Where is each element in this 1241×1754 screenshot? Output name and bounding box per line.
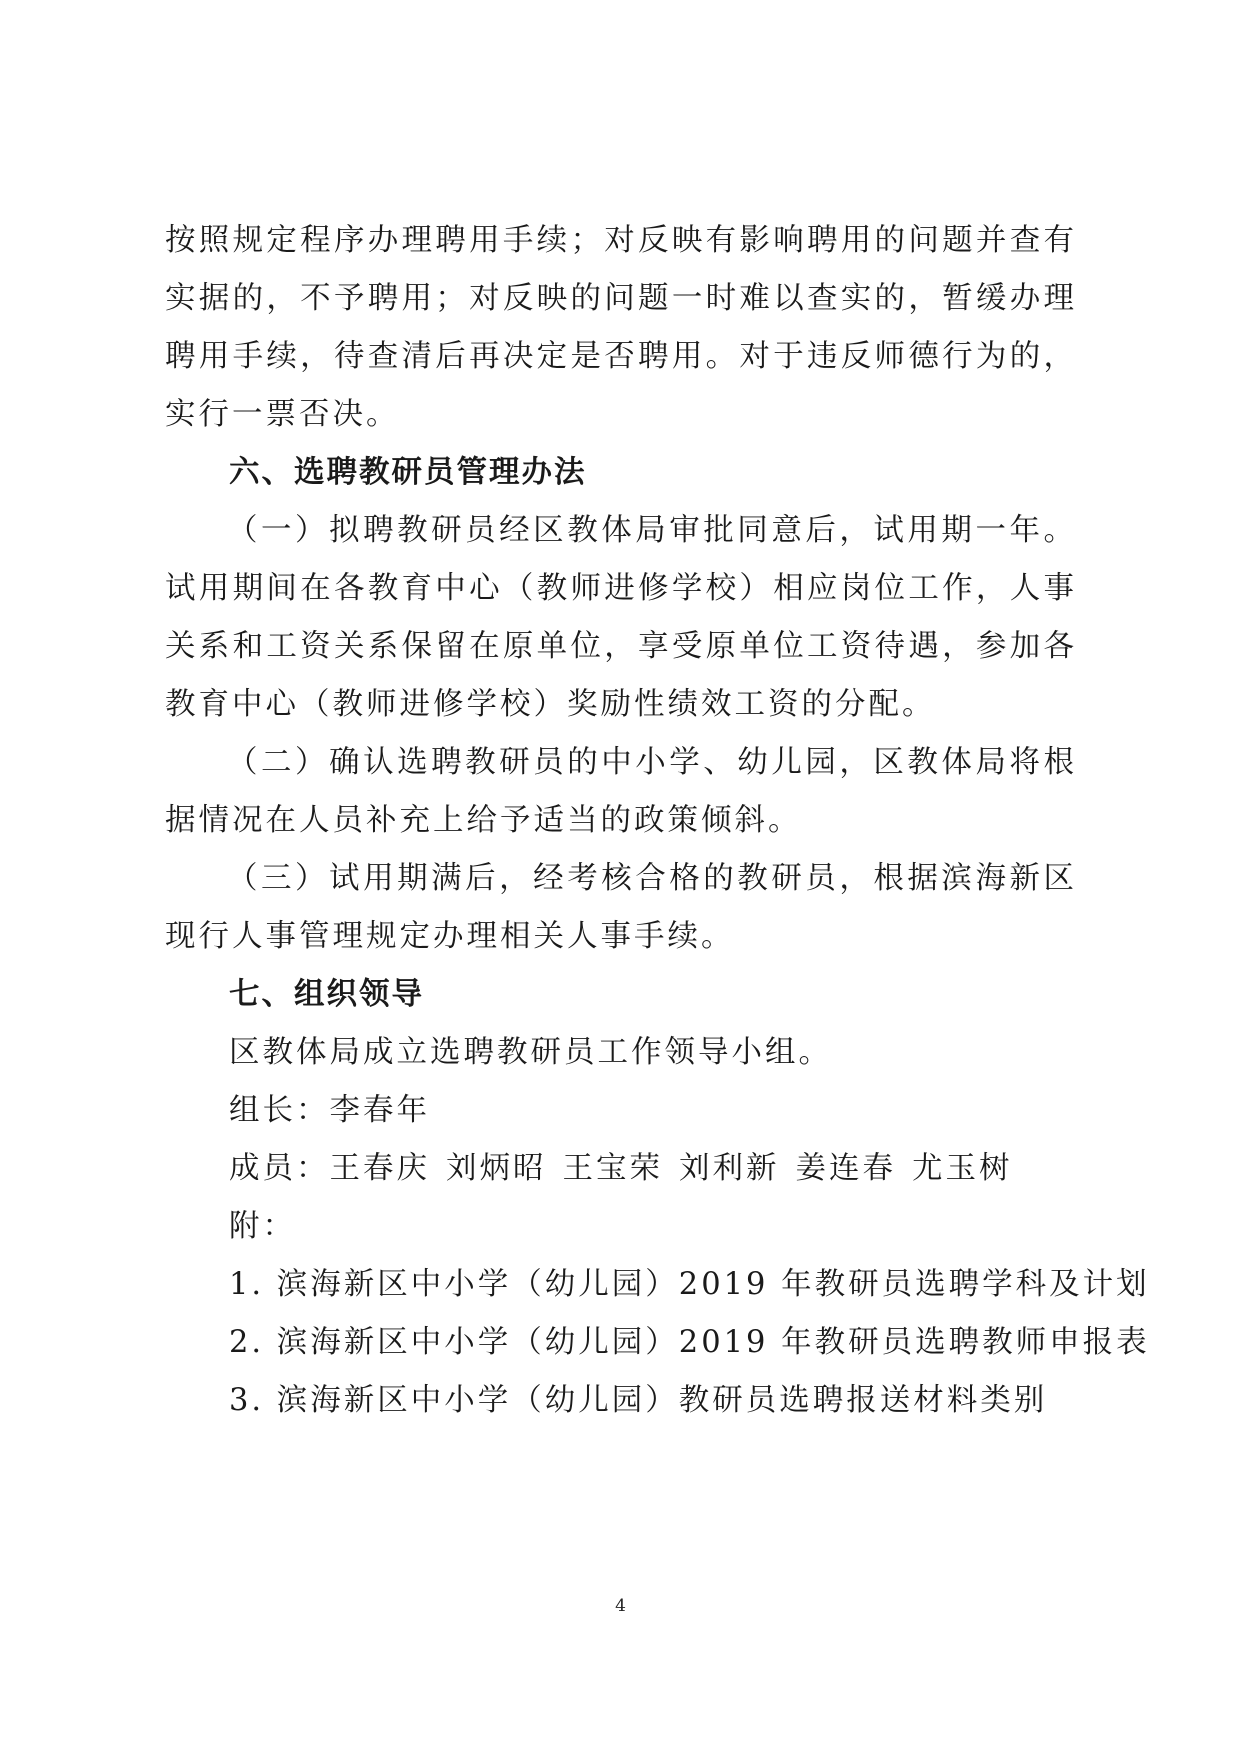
- member-name: 姜连春: [795, 1151, 896, 1186]
- section-6-item-2: （二）确认选聘教研员的中小学、幼儿园，区教体局将根据情况在人员补充上给予适当的政策倾斜。: [165, 745, 1077, 838]
- continued-paragraph: 按照规定程序办理聘用手续；对反映有影响聘用的问题并查有实据的，不予聘用；对反映的问题一时难以查实的，暂缓办理聘用手续，待查清后再决定是否聘用。对于违反师德行为的，实行一票否决。: [165, 223, 1077, 432]
- members-line: [165, 1140, 1077, 1198]
- attachments-label: 附：: [229, 1209, 296, 1244]
- member-name: 刘炳昭: [446, 1151, 547, 1186]
- section-6-heading: 六、选聘教研员管理办法: [229, 455, 587, 490]
- leader-label: 组长：: [229, 1093, 330, 1128]
- member-name: 刘利新: [679, 1151, 780, 1186]
- members-label: 成员：: [229, 1151, 330, 1186]
- attachment-item-1: 1. 滨海新区中小学（幼儿园）2019 年教研员选聘学科及计划: [229, 1267, 1150, 1302]
- member-name: 王宝荣: [562, 1151, 663, 1186]
- leader-name: 李春年: [329, 1093, 430, 1128]
- section-7-intro: 区教体局成立选聘教研员工作领导小组。: [229, 1035, 832, 1070]
- attachment-item-2: 2. 滨海新区中小学（幼儿园）2019 年教研员选聘教师申报表: [229, 1325, 1150, 1360]
- member-name: 王春庆: [329, 1151, 430, 1186]
- leader-line: [165, 1082, 1077, 1140]
- section-6-item-3: （三）试用期满后，经考核合格的教研员，根据滨海新区现行人事管理规定办理相关人事手续。: [165, 861, 1077, 954]
- attachment-item-3: 3. 滨海新区中小学（幼儿园）教研员选聘报送材料类别: [229, 1383, 1048, 1418]
- page-number: 4: [615, 1596, 626, 1616]
- member-name: 尤玉树: [912, 1151, 1013, 1186]
- section-6-item-1: （一）拟聘教研员经区教体局审批同意后，试用期一年。试用期间在各教育中心（教师进修学校）相应岗位工作，人事关系和工资关系保留在原单位，享受原单位工资待遇，参加各教育中心（教师进修学校）奖励性绩效工资的分配。: [165, 513, 1077, 722]
- document-body: [165, 212, 1150, 1430]
- section-7-heading: 七、组织领导: [229, 977, 424, 1012]
